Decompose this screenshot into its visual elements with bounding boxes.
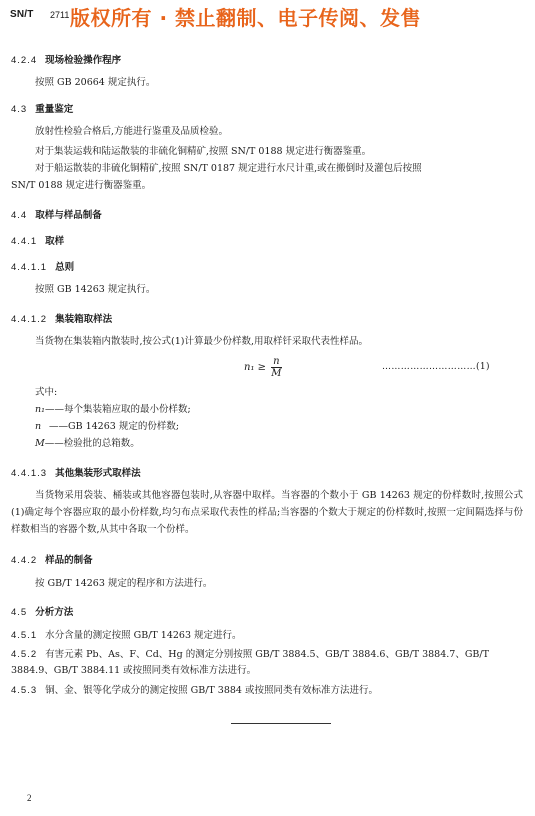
section-number: 4.4 <box>11 210 28 221</box>
formula-1 <box>244 356 282 379</box>
section-number: 4.3 <box>11 104 28 115</box>
heading-4-4-1-2 <box>11 311 112 325</box>
section-number: 4.2.4 <box>11 55 38 66</box>
formula-fraction <box>271 356 281 379</box>
section-title: 重量鉴定 <box>35 104 74 115</box>
section-number: 4.4.1.2 <box>11 314 48 325</box>
formula-numerator: n <box>273 356 280 367</box>
definition-M <box>35 436 140 451</box>
definition-n <box>35 419 179 434</box>
heading-4-4-1 <box>11 233 64 247</box>
clause-text: 铜、金、银等化学成分的测定按照 GB/T 3884 或按照同类有效标准方法进行。 <box>45 685 378 696</box>
paragraph: 放射性检验合格后,方能进行鉴重及品质检验。 <box>35 126 229 137</box>
heading-4-3 <box>11 101 73 115</box>
section-title: 取样与样品制备 <box>35 210 102 221</box>
section-number: 4.4.2 <box>11 555 38 566</box>
section-title: 其他集装形式取样法 <box>55 468 141 479</box>
clause-4-5-1 <box>11 628 242 643</box>
paragraph: 对于船运散装的非硫化铜精矿,按照 SN/T 0187 规定进行水尺计重,或在搬倒时及灌包后按照 <box>35 163 422 174</box>
section-title: 总则 <box>55 262 75 273</box>
formula-number: …………………………(1) <box>382 362 490 372</box>
section-number: 4.4.1.1 <box>11 262 48 273</box>
section-number: 4.4.1 <box>11 236 38 247</box>
section-title: 分析方法 <box>35 607 74 618</box>
page-number: 2 <box>27 793 32 803</box>
heading-4-4-1-3 <box>11 465 141 479</box>
section-title: 取样 <box>45 236 65 247</box>
heading-4-5 <box>11 604 73 618</box>
definition-n1 <box>35 402 191 417</box>
heading-4-2-4 <box>11 52 121 66</box>
section-title: 集装箱取样法 <box>55 314 113 325</box>
symbol: M <box>35 438 45 449</box>
copyright-watermark: 版权所有 · 禁止翻制、电子传阅、发售 <box>70 6 422 30</box>
end-rule <box>231 723 331 724</box>
section-number: 4.5 <box>11 607 28 618</box>
formula-denominator: M <box>271 368 282 379</box>
paragraph: 当货物采用袋装、桶装或其他容器包装时,从容器中取样。当容器的个数小于 GB 14263 规定的份样数时,按照公式(1)确定每个容器应取的最小份样数,均匀布点采取代表性的样品;当容器的个数大于规定的份样数时,按照一定间隔选择与份样数相当的容器个数,从其中各取一个份样。 <box>11 490 523 535</box>
where-label: 式中: <box>35 387 58 398</box>
clause-text: 水分含量的测定按照 GB/T 14263 规定进行。 <box>45 630 242 641</box>
definition-text: ——GB 14263 规定的份样数; <box>49 421 180 432</box>
paragraph: 按 GB/T 14263 规定的程序和方法进行。 <box>35 578 213 589</box>
paragraph: 对于集装运载和陆运散装的非硫化铜精矿,按照 SN/T 0188 规定进行衡器鉴重。 <box>35 146 372 157</box>
heading-4-4-2 <box>11 552 93 566</box>
formula-lhs: n₁ ≥ <box>244 362 267 373</box>
definition-text: ——每个集装箱应取的最小份样数; <box>44 404 191 415</box>
paragraph: 按照 GB 14263 规定执行。 <box>35 284 156 295</box>
section-number: 4.5.1 <box>11 630 38 641</box>
section-title: 现场检验操作程序 <box>45 55 122 66</box>
section-number: 4.5.2 <box>11 649 38 660</box>
clause-text: 有害元素 Pb、As、F、Cd、Hg 的测定分别按照 GB/T 3884.5、GB/T 3884.6、GB/T 3884.7、GB/T 3884.9、GB/T 3884.11 或按照同类有效标准方法进行。 <box>11 649 489 676</box>
clause-4-5-3 <box>11 683 378 698</box>
section-title: 样品的制备 <box>45 555 93 566</box>
clause-4-5-2 <box>11 647 523 679</box>
symbol: n <box>35 421 42 432</box>
header-standard-code: SN/T <box>10 9 34 20</box>
symbol: n₁ <box>35 404 45 415</box>
definition-text: ——检验批的总箱数。 <box>44 438 140 449</box>
paragraph: 当货物在集装箱内散装时,按公式(1)计算最少份样数,用取样钎采取代表性样品。 <box>35 336 368 347</box>
paragraph-continuation: SN/T 0188 规定进行衡器鉴重。 <box>11 180 152 191</box>
section-number: 4.4.1.3 <box>11 468 48 479</box>
header-standard-number: 2711 <box>50 10 70 20</box>
heading-4-4-1-1 <box>11 259 74 273</box>
paragraph: 按照 GB 20664 规定执行。 <box>35 77 156 88</box>
section-number: 4.5.3 <box>11 685 38 696</box>
heading-4-4 <box>11 207 102 221</box>
